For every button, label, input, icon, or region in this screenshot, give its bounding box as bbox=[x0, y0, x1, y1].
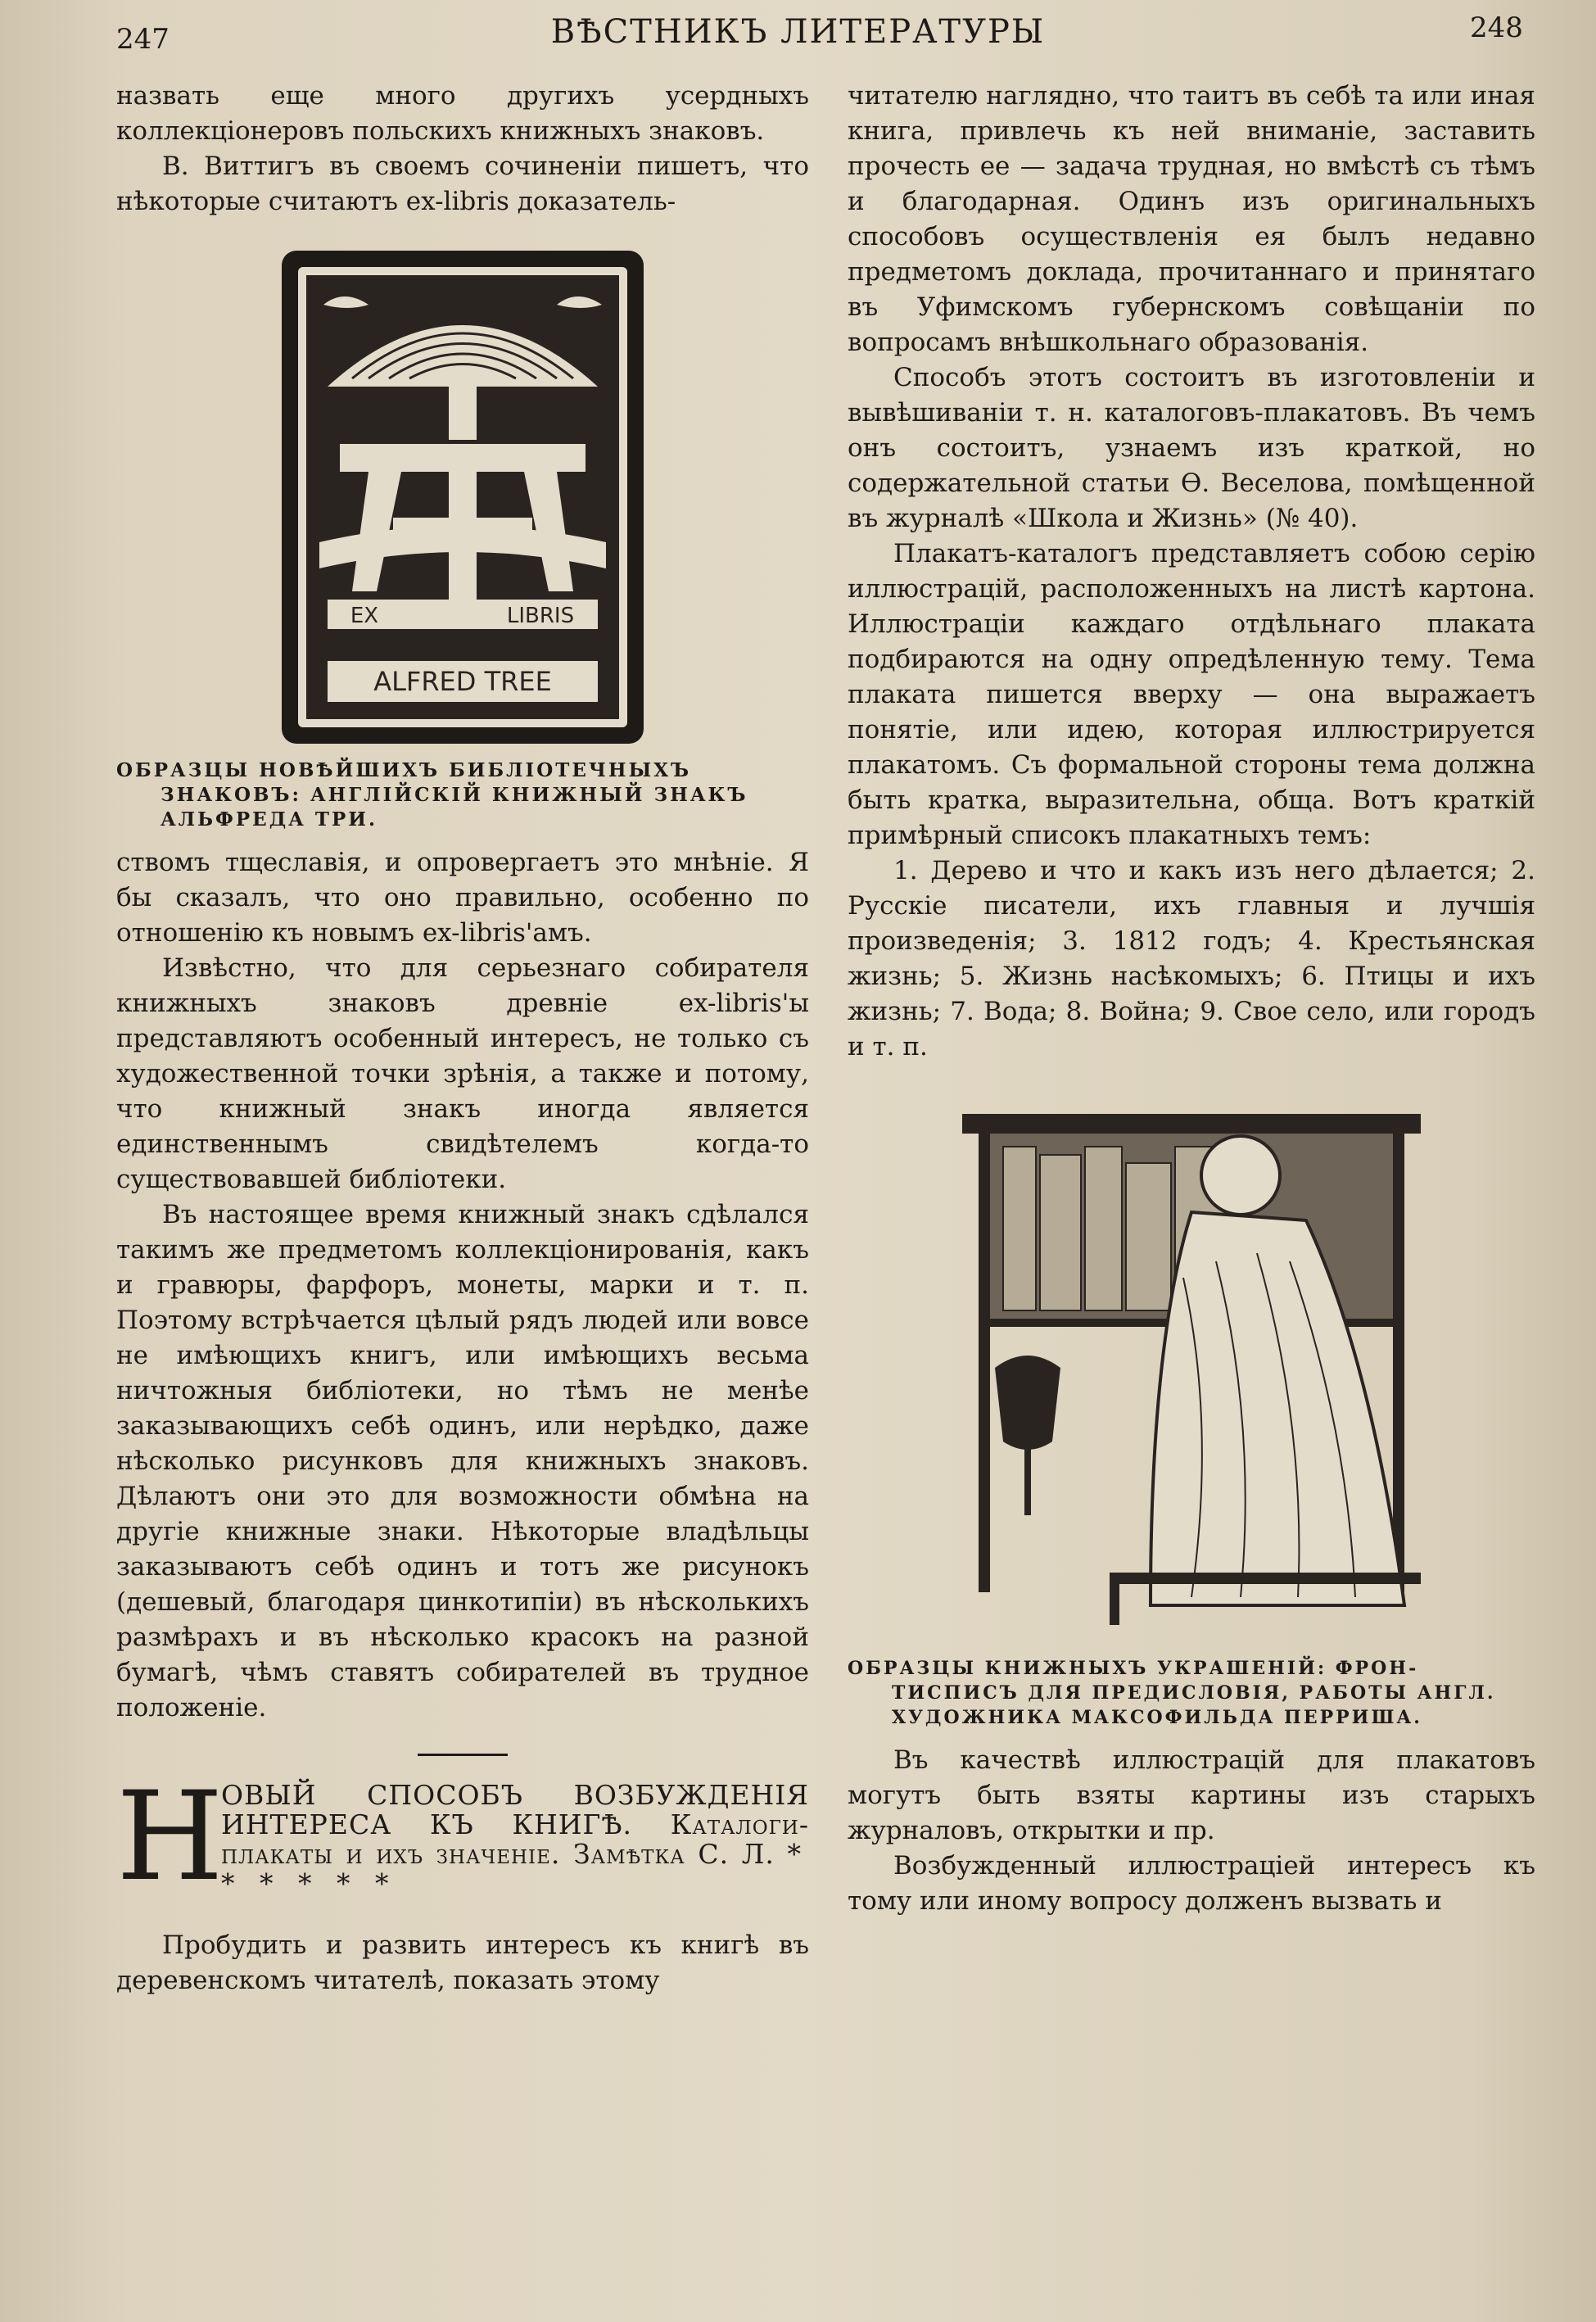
caption-line: ТИСПИСЪ ДЛЯ ПРЕДИСЛОВІЯ, РАБОТЫ АНГЛ. bbox=[892, 1682, 1496, 1704]
page-number-right: 248 bbox=[1470, 11, 1523, 44]
page-header bbox=[0, 7, 1596, 56]
paragraph: назвать еще много другихъ усердныхъ коллекціонеровъ польскихъ книжныхъ знаковъ. bbox=[116, 81, 809, 146]
paragraph: Пробудить и развить интересъ къ книгѣ въ деревенскомъ читателѣ, показать этому bbox=[116, 1930, 809, 1995]
page-number-left: 247 bbox=[116, 23, 170, 56]
exlibris-illustration bbox=[278, 247, 647, 747]
exlibris-libris-text: LIBRIS bbox=[506, 604, 575, 628]
paragraph: Въ настоящее время книжный знакъ сдѣлался такимъ же предметомъ коллекціонированія, какъ и гравюры, фарфоръ, монеты, марки и т. п. Поэтому встрѣчается цѣлый рядъ людей или вовсе не имѣющихъ книгъ, или имѣющихъ весьма ничтожныя библіотеки, но тѣмъ не менѣе заказывающихъ себѣ одинъ, или нерѣдко, даже нѣсколько рисунковъ для книжныхъ знаковъ. Дѣлаютъ они это для возможности обмѣна на другіе книжные знаки. Нѣкоторые владѣльцы заказываютъ себѣ одинъ и тотъ же рисунокъ (дешевый, благодаря цинкотипіи) въ нѣсколькихъ размѣрахъ и въ нѣсколько красокъ на разной бумагѣ, чѣмъ ставятъ собирателей въ трудное положеніе. bbox=[116, 1200, 809, 1722]
left-column bbox=[116, 79, 809, 1998]
exlibris-owner-text: ALFRED TREE bbox=[373, 666, 552, 697]
right-column bbox=[848, 79, 1535, 1919]
caption-line: ОБРАЗЦЫ КНИЖНЫХЪ УКРАШЕНІЙ: ФРОН- bbox=[848, 1658, 1419, 1679]
section-divider bbox=[418, 1754, 508, 1756]
paragraph: 1. Дерево и что и какъ изъ него дѣлается; 2. Русскіе писатели, ихъ главныя и лучшія произведенія; 3. 1812 годъ; 4. Крестьянская жизнь; 5. Жизнь насѣкомыхъ; 6. Птицы и ихъ жизнь; 7. Вода; 8. Война; 9. Свое село, или городъ и т. п. bbox=[848, 856, 1535, 1061]
caption-line: ОБРАЗЦЫ НОВѢЙШИХЪ БИБЛІОТЕЧНЫХЪ bbox=[116, 759, 692, 781]
running-title: ВѢСТНИКЪ ЛИТЕРАТУРЫ bbox=[550, 13, 1046, 51]
article-heading bbox=[116, 1766, 809, 1920]
paragraph: читателю наглядно, что таитъ въ себѣ та или иная книга, привлечь къ ней вниманіе, заставить прочесть ее — задача трудная, но вмѣстѣ съ тѣмъ и благодарная. Одинъ изъ оригинальныхъ способовъ осуществленія ея былъ недавно предметомъ доклада, прочитаннаго и принятаго въ Уфимскомъ губернскомъ совѣщаніи по вопросамъ внѣшкольнаго образованія. bbox=[848, 81, 1535, 357]
article-subtitle: Каталоги-плакаты и ихъ значеніе. Замѣтка С. Л. bbox=[221, 1808, 809, 1870]
article-stars: * * * * * * bbox=[221, 1838, 809, 1899]
paragraph: Способъ этотъ состоитъ въ изготовленіи и вывѣшиваніи т. н. каталоговъ-плакатовъ. Въ чемъ онъ состоитъ, узнаемъ изъ краткой, но содержательной статьи Ѳ. Веселова, помѣщенной въ журналѣ «Школа и Жизнь» (№ 40). bbox=[848, 363, 1535, 533]
paragraph: Въ качествѣ иллюстрацій для плакатовъ могутъ быть взяты картины изъ старыхъ журналовъ, открытки и пр. bbox=[848, 1745, 1535, 1845]
frontispiece-illustration bbox=[946, 1098, 1437, 1638]
paragraph: Возбужденный иллюстраціей интересъ къ тому или иному вопросу долженъ вызвать и bbox=[848, 1851, 1535, 1916]
caption-line: ЗНАКОВЪ: АНГЛІЙСКІЙ КНИЖНЫЙ ЗНАКЪ bbox=[161, 784, 748, 806]
caption-line: АЛЬФРЕДА ТРИ. bbox=[161, 808, 378, 831]
paragraph: Плакатъ-каталогъ представляетъ собою серію иллюстрацій, расположенныхъ на листѣ картона. Иллюстраціи каждаго отдѣльнаго плаката подбираются на одну опредѣленную тему. Тема плаката пишется вверху — она выражаетъ понятіе, или идею, которая иллюстрируется плакатомъ. Съ формальной стороны тема должна быть кратка, выразительна, обща. Вотъ краткій примѣрный списокъ плакатныхъ темъ: bbox=[848, 539, 1535, 850]
exlibris-ex-text: EX bbox=[350, 604, 379, 628]
paragraph: ствомъ тщеславія, и опровергаетъ это мнѣніе. Я бы сказалъ, что оно правильно, особенно по отношенію къ новымъ ex-libris'амъ. bbox=[116, 848, 809, 948]
caption-line: ХУДОЖНИКА МАКСОФИЛЬДА ПЕРРИША. bbox=[892, 1707, 1422, 1728]
paragraph: Извѣстно, что для серьезнаго собирателя книжныхъ знаковъ древніе ex-libris'ы представляютъ особенный интересъ, не только съ художественной точки зрѣнія, а также и потому, что книжный знакъ иногда является единственнымъ свидѣтелемъ когда-то существовавшей библіотеки. bbox=[116, 953, 809, 1194]
paragraph: В. Виттигъ въ своемъ сочиненіи пишетъ, что нѣкоторые считаютъ ex-libris доказатель- bbox=[116, 152, 809, 216]
drop-cap: Н bbox=[116, 1766, 224, 1908]
article-title: ОВЫЙ СПОСОБЪ ВОЗБУЖДЕНІЯ ИНТЕРЕСА КЪ КНИГѢ. bbox=[221, 1779, 809, 1840]
figure-caption bbox=[848, 1656, 1535, 1730]
figure-caption bbox=[116, 758, 809, 832]
